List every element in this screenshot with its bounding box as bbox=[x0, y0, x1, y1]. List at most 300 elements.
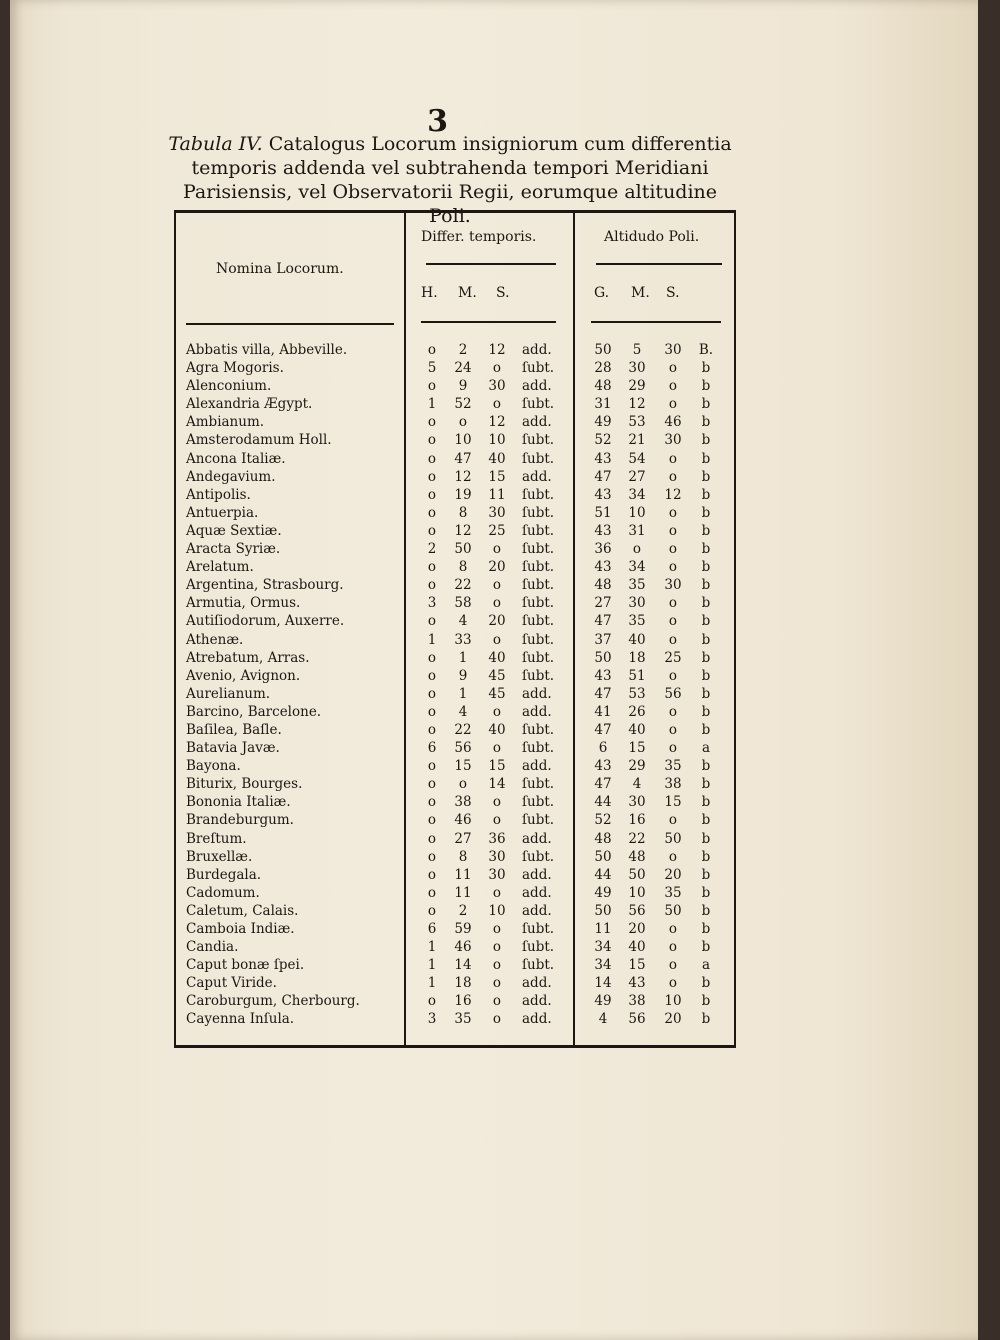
altitude-seconds: o bbox=[668, 468, 678, 485]
altitude-seconds: o bbox=[668, 522, 678, 539]
diff-seconds: 11 bbox=[488, 486, 506, 503]
table-row bbox=[176, 649, 734, 667]
altitude-minutes: 10 bbox=[628, 884, 646, 901]
altitude-minutes: 40 bbox=[628, 939, 646, 956]
table-row bbox=[176, 721, 734, 739]
altitude-minutes: 43 bbox=[628, 975, 646, 992]
altitude-minutes: 22 bbox=[628, 830, 646, 847]
diff-seconds: o bbox=[492, 794, 502, 811]
altitude-seconds: o bbox=[668, 667, 678, 684]
diff-seconds: o bbox=[492, 577, 502, 594]
table-row bbox=[176, 775, 734, 793]
diff-hours: o bbox=[427, 432, 437, 449]
altitude-minutes: 56 bbox=[628, 1011, 646, 1028]
diff-minutes: 59 bbox=[454, 921, 472, 937]
altitude-minutes: 15 bbox=[628, 957, 646, 974]
diff-seconds: o bbox=[492, 631, 502, 648]
diff-seconds: o bbox=[492, 360, 502, 377]
diff-operation: add. bbox=[522, 703, 552, 720]
diff-hours: o bbox=[427, 848, 437, 865]
altitude-seconds: 20 bbox=[664, 1011, 682, 1028]
diff-operation: add. bbox=[522, 758, 552, 775]
diff-seconds: o bbox=[492, 703, 502, 720]
diff-minutes: 38 bbox=[454, 794, 472, 811]
diff-hours: o bbox=[427, 486, 437, 503]
diff-operation: ſubt. bbox=[522, 504, 555, 521]
hemisphere-mark: b bbox=[701, 577, 711, 594]
place-name: Bononia Italiæ. bbox=[186, 794, 291, 811]
altitude-minutes: 54 bbox=[628, 450, 646, 467]
altitude-degrees: 47 bbox=[594, 721, 612, 738]
catalog-table bbox=[174, 210, 736, 1048]
table-row bbox=[176, 1010, 734, 1028]
diff-operation: ſubt. bbox=[522, 541, 555, 558]
header-gm: M. bbox=[631, 285, 650, 301]
altitude-minutes: 35 bbox=[628, 577, 646, 594]
table-row bbox=[176, 594, 734, 612]
altitude-minutes: 53 bbox=[628, 685, 646, 702]
diff-minutes: 12 bbox=[454, 468, 472, 485]
diff-operation: add. bbox=[522, 830, 552, 847]
altitude-degrees: 43 bbox=[594, 486, 612, 503]
diff-minutes: 22 bbox=[454, 577, 472, 594]
diff-operation: ſubt. bbox=[522, 486, 555, 503]
place-name: Aurelianum. bbox=[186, 685, 271, 702]
table-row bbox=[176, 974, 734, 992]
altitude-seconds: o bbox=[668, 631, 678, 648]
altitude-degrees: 47 bbox=[594, 776, 612, 793]
diff-seconds: o bbox=[492, 993, 502, 1010]
diff-seconds: 40 bbox=[488, 450, 506, 467]
altitude-degrees: 34 bbox=[594, 957, 612, 974]
altitude-degrees: 48 bbox=[594, 830, 612, 847]
table-row bbox=[176, 576, 734, 594]
diff-seconds: 10 bbox=[488, 432, 506, 449]
table-row bbox=[176, 902, 734, 920]
diff-minutes: 11 bbox=[454, 866, 472, 883]
place-name: Antipolis. bbox=[186, 486, 251, 503]
diff-seconds: o bbox=[492, 939, 502, 956]
diff-operation: add. bbox=[522, 685, 552, 702]
altitude-seconds: 25 bbox=[664, 649, 682, 666]
altitude-seconds: 50 bbox=[664, 902, 682, 919]
diff-hours: 5 bbox=[427, 360, 437, 377]
diff-minutes: 9 bbox=[458, 667, 468, 684]
place-name: Cayenna Inſula. bbox=[186, 1011, 295, 1028]
table-row bbox=[176, 992, 734, 1010]
diff-minutes: o bbox=[458, 414, 468, 431]
altitude-seconds: 15 bbox=[664, 794, 682, 811]
altitude-minutes: 31 bbox=[628, 522, 646, 539]
diff-hours: o bbox=[427, 902, 437, 919]
diff-operation: ſubt. bbox=[522, 957, 555, 974]
header-m: M. bbox=[458, 285, 477, 301]
diff-hours: o bbox=[427, 884, 437, 901]
diff-seconds: o bbox=[492, 541, 502, 558]
diff-operation: add. bbox=[522, 1011, 552, 1028]
altitude-minutes: 12 bbox=[628, 396, 646, 413]
altitude-seconds: 12 bbox=[664, 486, 682, 503]
diff-hours: 6 bbox=[427, 740, 437, 757]
table-row bbox=[176, 920, 734, 938]
altitude-seconds: 30 bbox=[664, 577, 682, 594]
place-name: Amsterodamum Holl. bbox=[186, 432, 332, 449]
hemisphere-mark: b bbox=[701, 866, 711, 883]
diff-operation: ſubt. bbox=[522, 776, 555, 793]
altitude-seconds: 50 bbox=[664, 830, 682, 847]
altitude-degrees: 47 bbox=[594, 468, 612, 485]
table-row bbox=[176, 431, 734, 449]
table-row bbox=[176, 450, 734, 468]
diff-seconds: o bbox=[492, 884, 502, 901]
altitude-degrees: 44 bbox=[594, 794, 612, 811]
altitude-degrees: 6 bbox=[598, 740, 608, 757]
place-name: Andegavium. bbox=[186, 468, 276, 485]
altitude-minutes: 38 bbox=[628, 993, 646, 1010]
diff-operation: add. bbox=[522, 468, 552, 485]
header-rule bbox=[186, 323, 394, 325]
table-row bbox=[176, 866, 734, 884]
altitude-minutes: 56 bbox=[628, 902, 646, 919]
hemisphere-mark: b bbox=[701, 414, 711, 431]
altitude-seconds: o bbox=[668, 812, 678, 829]
place-name: Caput bonæ ſpei. bbox=[186, 957, 305, 974]
hemisphere-mark: b bbox=[701, 703, 711, 720]
place-name: Cadomum. bbox=[186, 884, 260, 901]
place-name: Candia. bbox=[186, 939, 239, 956]
diff-minutes: 35 bbox=[454, 1011, 472, 1028]
altitude-degrees: 31 bbox=[594, 396, 612, 413]
diff-hours: o bbox=[427, 758, 437, 775]
diff-hours: 1 bbox=[427, 957, 437, 974]
diff-hours: o bbox=[427, 667, 437, 684]
diff-minutes: 22 bbox=[454, 721, 472, 738]
diff-seconds: 30 bbox=[488, 866, 506, 883]
altitude-minutes: 20 bbox=[628, 921, 646, 937]
table-row bbox=[176, 612, 734, 630]
hemisphere-mark: b bbox=[701, 993, 711, 1010]
place-name: Breſtum. bbox=[186, 830, 247, 847]
altitude-degrees: 43 bbox=[594, 522, 612, 539]
altitude-seconds: o bbox=[668, 378, 678, 395]
altitude-minutes: 5 bbox=[632, 342, 642, 358]
table-row bbox=[176, 793, 734, 811]
altitude-degrees: 48 bbox=[594, 577, 612, 594]
hemisphere-mark: b bbox=[701, 504, 711, 521]
diff-seconds: o bbox=[492, 1011, 502, 1028]
place-name: Brandeburgum. bbox=[186, 812, 294, 829]
diff-seconds: o bbox=[492, 957, 502, 974]
altitude-degrees: 52 bbox=[594, 812, 612, 829]
diff-minutes: o bbox=[458, 776, 468, 793]
hemisphere-mark: b bbox=[701, 848, 711, 865]
hemisphere-mark: b bbox=[701, 613, 711, 630]
altitude-degrees: 14 bbox=[594, 975, 612, 992]
hemisphere-mark: a bbox=[701, 740, 711, 757]
altitude-degrees: 50 bbox=[594, 649, 612, 666]
diff-minutes: 2 bbox=[458, 342, 468, 358]
diff-minutes: 1 bbox=[458, 685, 468, 702]
place-name: Athenæ. bbox=[186, 631, 244, 648]
diff-seconds: 12 bbox=[488, 342, 506, 358]
altitude-minutes: 34 bbox=[628, 486, 646, 503]
altitude-seconds: o bbox=[668, 450, 678, 467]
hemisphere-mark: b bbox=[701, 432, 711, 449]
diff-operation: ſubt. bbox=[522, 559, 555, 576]
table-row bbox=[176, 667, 734, 685]
table-row bbox=[176, 359, 734, 377]
place-name: Abbatis villa, Abbeville. bbox=[186, 342, 348, 358]
altitude-degrees: 43 bbox=[594, 450, 612, 467]
table-row bbox=[176, 757, 734, 775]
altitude-minutes: 27 bbox=[628, 468, 646, 485]
diff-seconds: 20 bbox=[488, 559, 506, 576]
diff-hours: o bbox=[427, 830, 437, 847]
table-row bbox=[176, 395, 734, 413]
place-name: Burdegala. bbox=[186, 866, 262, 883]
diff-seconds: 30 bbox=[488, 504, 506, 521]
diff-seconds: 14 bbox=[488, 776, 506, 793]
diff-hours: o bbox=[427, 812, 437, 829]
altitude-degrees: 48 bbox=[594, 378, 612, 395]
header-rule bbox=[426, 263, 556, 265]
place-name: Baſilea, Baſle. bbox=[186, 721, 282, 738]
place-name: Alenconium. bbox=[186, 378, 272, 395]
place-name: Avenio, Avignon. bbox=[186, 667, 301, 684]
diff-minutes: 46 bbox=[454, 812, 472, 829]
diff-minutes: 8 bbox=[458, 559, 468, 576]
altitude-seconds: o bbox=[668, 595, 678, 612]
altitude-minutes: 40 bbox=[628, 631, 646, 648]
hemisphere-mark: b bbox=[701, 522, 711, 539]
diff-hours: o bbox=[427, 468, 437, 485]
diff-operation: ſubt. bbox=[522, 812, 555, 829]
place-name: Ancona Italiæ. bbox=[186, 450, 286, 467]
diff-hours: o bbox=[427, 342, 437, 358]
hemisphere-mark: b bbox=[701, 360, 711, 377]
hemisphere-mark: b bbox=[701, 685, 711, 702]
table-body bbox=[176, 341, 734, 1029]
diff-operation: ſubt. bbox=[522, 613, 555, 630]
altitude-degrees: 50 bbox=[594, 342, 612, 358]
header-rule bbox=[421, 321, 556, 323]
diff-minutes: 19 bbox=[454, 486, 472, 503]
diff-hours: 3 bbox=[427, 1011, 437, 1028]
place-name: Caput Viride. bbox=[186, 975, 277, 992]
diff-hours: o bbox=[427, 794, 437, 811]
diff-hours: o bbox=[427, 993, 437, 1010]
altitude-degrees: 52 bbox=[594, 432, 612, 449]
diff-minutes: 9 bbox=[458, 378, 468, 395]
altitude-seconds: o bbox=[668, 559, 678, 576]
place-name: Atrebatum, Arras. bbox=[186, 649, 310, 666]
place-name: Aracta Syriæ. bbox=[186, 541, 281, 558]
diff-minutes: 4 bbox=[458, 703, 468, 720]
place-name: Alexandria Ægypt. bbox=[186, 396, 313, 413]
diff-operation: add. bbox=[522, 993, 552, 1010]
diff-operation: ſubt. bbox=[522, 360, 555, 377]
altitude-degrees: 49 bbox=[594, 414, 612, 431]
diff-minutes: 15 bbox=[454, 758, 472, 775]
diff-operation: ſubt. bbox=[522, 939, 555, 956]
diff-minutes: 27 bbox=[454, 830, 472, 847]
diff-minutes: 12 bbox=[454, 522, 472, 539]
diff-seconds: o bbox=[492, 396, 502, 413]
hemisphere-mark: b bbox=[701, 721, 711, 738]
diff-minutes: 14 bbox=[454, 957, 472, 974]
diff-seconds: 30 bbox=[488, 378, 506, 395]
altitude-seconds: 35 bbox=[664, 758, 682, 775]
diff-minutes: 11 bbox=[454, 884, 472, 901]
altitude-seconds: o bbox=[668, 504, 678, 521]
table-title-label: Tabula IV. bbox=[168, 133, 263, 155]
altitude-minutes: 53 bbox=[628, 414, 646, 431]
altitude-degrees: 41 bbox=[594, 703, 612, 720]
altitude-seconds: o bbox=[668, 360, 678, 377]
altitude-seconds: 56 bbox=[664, 685, 682, 702]
diff-seconds: o bbox=[492, 740, 502, 757]
diff-seconds: 45 bbox=[488, 667, 506, 684]
hemisphere-mark: b bbox=[701, 794, 711, 811]
altitude-seconds: o bbox=[668, 721, 678, 738]
book-page bbox=[10, 0, 978, 1340]
diff-hours: 1 bbox=[427, 396, 437, 413]
diff-hours: 1 bbox=[427, 975, 437, 992]
hemisphere-mark: b bbox=[701, 396, 711, 413]
altitude-seconds: 10 bbox=[664, 993, 682, 1010]
place-name: Autiſiodorum, Auxerre. bbox=[186, 613, 345, 630]
altitude-minutes: 4 bbox=[632, 776, 642, 793]
diff-minutes: 8 bbox=[458, 848, 468, 865]
place-name: Arelatum. bbox=[186, 559, 254, 576]
diff-hours: o bbox=[427, 504, 437, 521]
place-name: Biturix, Bourges. bbox=[186, 776, 303, 793]
altitude-minutes: 29 bbox=[628, 378, 646, 395]
place-name: Antuerpia. bbox=[186, 504, 259, 521]
diff-minutes: 24 bbox=[454, 360, 472, 377]
diff-operation: add. bbox=[522, 866, 552, 883]
diff-seconds: 36 bbox=[488, 830, 506, 847]
table-row bbox=[176, 884, 734, 902]
diff-operation: ſubt. bbox=[522, 631, 555, 648]
diff-hours: 1 bbox=[427, 939, 437, 956]
altitude-seconds: o bbox=[668, 396, 678, 413]
hemisphere-mark: b bbox=[701, 486, 711, 503]
diff-operation: ſubt. bbox=[522, 450, 555, 467]
place-name: Argentina, Strasbourg. bbox=[186, 577, 344, 594]
diff-operation: ſubt. bbox=[522, 649, 555, 666]
diff-hours: 3 bbox=[427, 595, 437, 612]
diff-seconds: 30 bbox=[488, 848, 506, 865]
table-row bbox=[176, 413, 734, 431]
table-row bbox=[176, 631, 734, 649]
hemisphere-mark: B. bbox=[698, 342, 714, 358]
table-row bbox=[176, 504, 734, 522]
diff-operation: ſubt. bbox=[522, 740, 555, 757]
altitude-minutes: 30 bbox=[628, 360, 646, 377]
table-row bbox=[176, 468, 734, 486]
diff-seconds: 20 bbox=[488, 613, 506, 630]
altitude-minutes: 30 bbox=[628, 794, 646, 811]
diff-minutes: 4 bbox=[458, 613, 468, 630]
place-name: Bruxellæ. bbox=[186, 848, 253, 865]
altitude-minutes: 18 bbox=[628, 649, 646, 666]
diff-hours: o bbox=[427, 685, 437, 702]
altitude-degrees: 50 bbox=[594, 848, 612, 865]
place-name: Batavia Javæ. bbox=[186, 740, 280, 757]
hemisphere-mark: b bbox=[701, 758, 711, 775]
altitude-degrees: 28 bbox=[594, 360, 612, 377]
diff-minutes: 50 bbox=[454, 541, 472, 558]
page-number: 3 bbox=[427, 104, 448, 139]
hemisphere-mark: b bbox=[701, 649, 711, 666]
hemisphere-mark: a bbox=[701, 957, 711, 974]
diff-minutes: 8 bbox=[458, 504, 468, 521]
hemisphere-mark: b bbox=[701, 559, 711, 576]
altitude-minutes: 40 bbox=[628, 721, 646, 738]
diff-operation: ſubt. bbox=[522, 577, 555, 594]
table-row bbox=[176, 938, 734, 956]
altitude-degrees: 4 bbox=[598, 1011, 608, 1028]
diff-operation: add. bbox=[522, 342, 552, 358]
altitude-degrees: 49 bbox=[594, 884, 612, 901]
table-title-text: Catalogus Locorum insigniorum cum differentia temporis addenda vel subtrahenda tempori Meridiani Parisiensis, vel Observatorii Regii, eorumque altitudine Poli. bbox=[182, 133, 732, 227]
diff-minutes: 33 bbox=[454, 631, 472, 648]
diff-operation: ſubt. bbox=[522, 522, 555, 539]
altitude-seconds: o bbox=[668, 703, 678, 720]
place-name: Caroburgum, Cherbourg. bbox=[186, 993, 360, 1010]
altitude-minutes: 51 bbox=[628, 667, 646, 684]
altitude-degrees: 51 bbox=[594, 504, 612, 521]
diff-hours: 2 bbox=[427, 541, 437, 558]
diff-minutes: 46 bbox=[454, 939, 472, 956]
table-row bbox=[176, 486, 734, 504]
place-name: Ambianum. bbox=[186, 414, 265, 431]
altitude-degrees: 49 bbox=[594, 993, 612, 1010]
diff-operation: add. bbox=[522, 378, 552, 395]
table-row bbox=[176, 685, 734, 703]
altitude-seconds: 46 bbox=[664, 414, 682, 431]
diff-operation: ſubt. bbox=[522, 921, 555, 937]
diff-hours: o bbox=[427, 450, 437, 467]
diff-seconds: 40 bbox=[488, 721, 506, 738]
hemisphere-mark: b bbox=[701, 595, 711, 612]
diff-seconds: 12 bbox=[488, 414, 506, 431]
diff-seconds: 25 bbox=[488, 522, 506, 539]
diff-minutes: 2 bbox=[458, 902, 468, 919]
place-name: Caletum, Calais. bbox=[186, 902, 299, 919]
header-names: Nomina Locorum. bbox=[216, 261, 344, 277]
diff-operation: ſubt. bbox=[522, 432, 555, 449]
hemisphere-mark: b bbox=[701, 939, 711, 956]
diff-seconds: 15 bbox=[488, 758, 506, 775]
diff-operation: add. bbox=[522, 414, 552, 431]
altitude-minutes: 26 bbox=[628, 703, 646, 720]
altitude-seconds: 35 bbox=[664, 884, 682, 901]
diff-minutes: 10 bbox=[454, 432, 472, 449]
diff-hours: o bbox=[427, 866, 437, 883]
diff-hours: o bbox=[427, 559, 437, 576]
table-row bbox=[176, 848, 734, 866]
altitude-degrees: 50 bbox=[594, 902, 612, 919]
hemisphere-mark: b bbox=[701, 468, 711, 485]
place-name: Barcino, Barcelone. bbox=[186, 703, 322, 720]
place-name: Bayona. bbox=[186, 758, 241, 775]
altitude-degrees: 34 bbox=[594, 939, 612, 956]
diff-seconds: o bbox=[492, 812, 502, 829]
altitude-minutes: 29 bbox=[628, 758, 646, 775]
hemisphere-mark: b bbox=[701, 541, 711, 558]
